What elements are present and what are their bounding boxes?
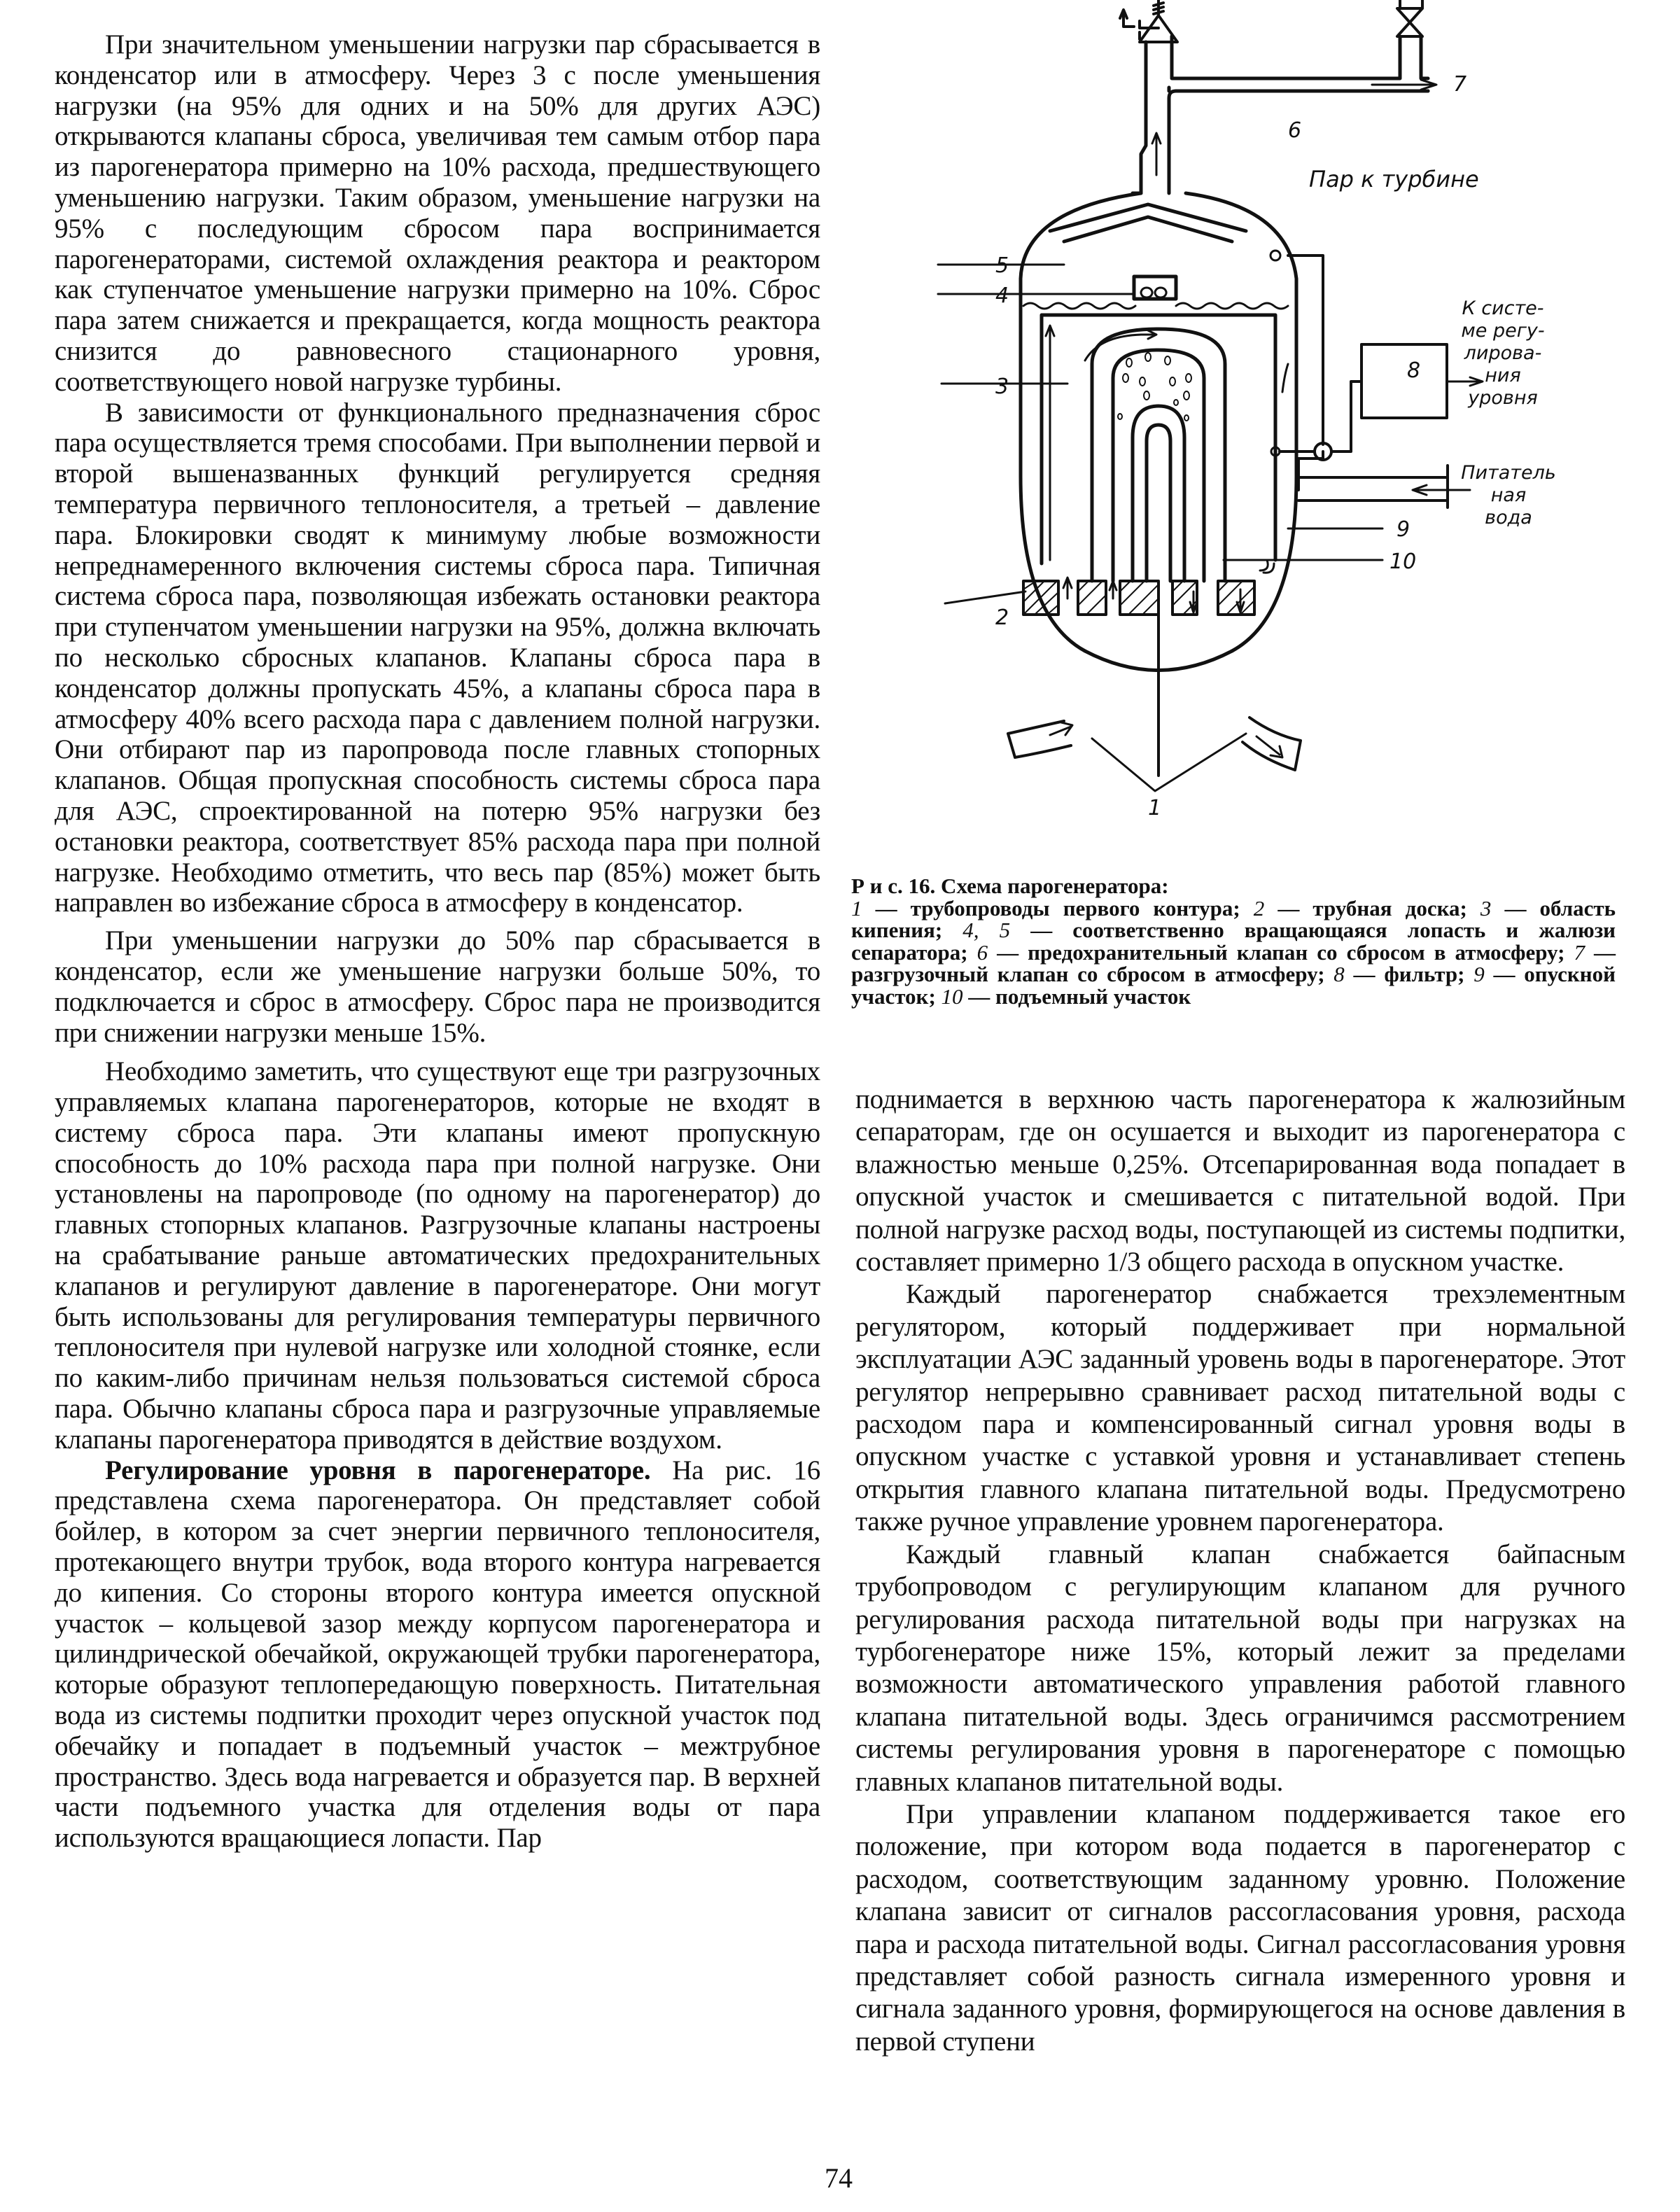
figure-steam-generator-diagram (840, 0, 1680, 861)
to-level-control-line: К систе- (1462, 298, 1544, 319)
tube-bundle-inner (1133, 406, 1184, 581)
relief-valve-7 (1397, 0, 1422, 36)
legend-number: 2 (1253, 895, 1265, 920)
label-9: 9 (1396, 517, 1410, 542)
figure-caption (851, 875, 1616, 1007)
section-heading-level-control: Регулирование уровня в парогенераторе. (105, 1455, 651, 1485)
feedwater-label-line: ная (1490, 484, 1527, 506)
legend-number: 8 (1334, 962, 1345, 986)
primary-pipes-1 (1008, 718, 1301, 770)
steam-to-turbine-label: Пар к турбине (1309, 166, 1479, 192)
section-body-text: На рис. 16 представлена схема парогенератора. Он представляет собой бойлер, в котором за счет энергии первичного теплоносителя, протекающего внутри трубок, вода второго контура нагревается до кипения. Со стороны второго контура имеется опускной участок – кольцевой зазор между корпусом парогенератора и цилиндрической обечайкой, окружающей трубки парогенератора, которые образуют теплопередающую поверхность. Питательная вода из системы подпитки проходит через опускной участок под обечайку и попадает в подъемный участок – межтрубное пространство. Здесь вода нагревается и образуется пар. В верхней части подъемного участка для отделения воды от пара используются вращающиеся лопасти. Пар (55, 1455, 820, 1854)
legend-number: 1 (851, 895, 862, 920)
label-2: 2 (995, 606, 1009, 630)
boiling-region-3 (1118, 353, 1191, 421)
paragraph-three-element-regulator: Каждый парогенератор снабжается трехэлементным регулятором, который поддерживает при нормальной эксплуатации АЭС заданный уровень воды в парогенераторе. Этот регулятор непрерывно сравнивает расход питательной воды с расходом пара и компенсированный сигнал уровня воды в опускном участке с уставкой уровня и устанавливает степень открытия главного клапана питательной воды. Предусмотрено также ручное управление уровнем парогенератора. (855, 1279, 1625, 1537)
steam-flow-arrow (1152, 133, 1161, 175)
filter-box-8 (1362, 344, 1447, 418)
safety-valve-6 (1140, 0, 1177, 42)
tube-bundle-outer (1092, 329, 1225, 581)
legend-text: область кипения (851, 895, 1616, 942)
paragraph-50-percent-reduction: При уменьшении нагрузки до 50% пар сбрасывается в конденсатор, если же уменьшение нагрузки больше 50%, то подключается и сброс в атмосферу. Сброс пара не производится при снижении нагрузки меньше 15%. (55, 925, 820, 1048)
legend-text: фильтр (1384, 962, 1458, 986)
paragraph-steam-dump-load-reduction: При значительном уменьшении нагрузки пар сбрасывается в конденсатор или в атмосферу. Через 3 с после уменьшения нагрузки (на 95% для одних и на 50% для других АЭС) открываются клапаны сброса, увеличивая тем самым отбор пара из парогенератора примерно на 10% расхода, предшествующего уменьшению нагрузки. Таким образом, уменьшение нагрузки на 95% с последующим сбросом пара воспринимается парогенераторами, системой охлаждения реактора и реактором как ступенчатое уменьшение нагрузки примерно на 10%. Сброс пара затем снижается и прекращается, когда мощность реактора снизится до равновесного стационарного уровня, соответствующего новой нагрузке турбины. (55, 29, 820, 397)
legend-number: 7 (1574, 939, 1585, 965)
to-level-control-label (1450, 298, 1555, 410)
caption-legend: 1 — трубопроводы первого контура; 2 — трубная доска; 3 — область кипения; 4, 5 — соответственно вращающаяся лопасть и жалюзи сепаратора; 6 — предохранительный клапан со сбросом в атмосферу; 7 — разгрузочный клапан со сбросом в атмосферу; 8 — фильтр; 9 — опускной участок; 10 — подъемный участок (851, 895, 1616, 1009)
label-4: 4 (995, 284, 1009, 308)
caption-title: Р и с. 16. Схема парогенератора: (851, 874, 1169, 898)
to-level-control-line: уровня (1468, 387, 1538, 409)
label-10: 10 (1390, 550, 1417, 574)
paragraph-level-control-section (55, 1455, 820, 1854)
page-number: 74 (825, 2162, 853, 2194)
feedwater-label-line: вода (1485, 507, 1532, 528)
to-level-control-line: ния (1485, 365, 1521, 386)
paragraph-valve-control: При управлении клапаном поддерживается такое его положение, при котором вода подается в парогенератор с расходом, соответствующим заданному уровню. Положение клапана зависит от сигналов рассогласования уровня, расхода пара и расхода питательной воды. Сигнал рассогласования уровня представляет собой разность сигнала измеренного уровня и сигнала заданного уровня, формирующегося на основе давления в первой ступени (855, 1798, 1625, 2057)
paragraph-bypass-valve: Каждый главный клапан снабжается байпасным трубопроводом с регулирующим клапаном для ручного регулирования расхода питательной воды при нагрузках на турбогенераторе ниже 15%, который лежит за пределами возможности автоматического управления работой главного клапана питательной воды. Здесь ограничимся рассмотрением системы регулирования уровня в парогенераторе с помощью главных клапанов питательной воды. (855, 1539, 1625, 1797)
paragraph-steam-dump-methods: В зависимости от функционального предназначения сброс пара осуществляется тремя способами. При выполнении первой и второй вышеназванных функций регулируется средняя температура первичного теплоносителя, а третьей – давление пара. Блокировки сводят к минимуму любые возможности непреднамеренного включения системы сброса пара. Типичная система сброса пара, позволяющая избежать остановки реактора при ступенчатом уменьшении нагрузки на 95%, должна включать по несколько сбросных клапанов. Клапаны сброса пара в конденсатор должны пропускать 45%, а клапаны сброса пара в атмосферу 40% всего расхода пара с давлением полной нагрузки. Они отбирают пар из паропровода после главных стопорных клапанов. Общая пропускная способность системы сброса пара для АЭС, спроектированной на потерю 95% нагрузки без остановки реактора, соответствует 85% расхода пара при полной нагрузке. Необходимо отметить, что весь пар (85%) может быть направлен во избежание сброса в атмосферу в конденсатор. (55, 397, 820, 918)
water-level (1023, 303, 1288, 309)
legend-text: трубопроводы первого контура (910, 895, 1233, 920)
label-3: 3 (995, 374, 1009, 399)
right-text-column (855, 1084, 1625, 2058)
paragraph-relief-valves: Необходимо заметить, что существуют еще три разгрузочных управляемых клапана парогенераторов, которые не входят в систему сброса пара. Эти клапаны имеют пропускную способность до 10% расхода пара при полной нагрузке. Они установлены на паропроводе (по одному на парогенератор) до главных стопорных клапанов. Разгрузочные клапаны настроены на срабатывание раньше автоматических предохранительных клапанов и регулируют давление в парогенераторе. Они могут быть использованы для регулирования температуры первичного теплоносителя при нулевой нагрузке или холодной стоянке, если по каким-либо причинам нельзя пользоваться системой сброса пара. Обычно клапаны сброса пара и разгрузочные управляемые клапаны парогенератора приводятся в действие воздухом. (55, 1056, 820, 1455)
legend-number: 3 (1480, 895, 1492, 920)
to-level-control-line: ме регу- (1461, 320, 1545, 342)
legend-text: трубная доска (1312, 895, 1460, 920)
left-text-column (55, 29, 820, 1854)
legend-text: разгрузочный клапан со сбросом в атмосферу (851, 962, 1318, 986)
turbine-flow-arrow (1372, 80, 1436, 90)
label-8: 8 (1407, 358, 1421, 383)
feedwater-label-line: Питатель (1461, 462, 1556, 484)
legend-text: соответственно вращающаяся лопасть и жалюзи сепаратора (851, 918, 1616, 965)
legend-text: предохранительный клапан со сбросом в атмосферу (1028, 939, 1558, 965)
legend-number: 10 (941, 983, 963, 1009)
steam-generator-schematic (840, 0, 1680, 861)
level-sensing-line (1288, 255, 1323, 490)
label-6: 6 (1288, 118, 1302, 143)
label-5: 5 (995, 253, 1009, 278)
feedwater-label (1456, 462, 1561, 529)
legend-number: 6 (976, 939, 988, 965)
paragraph-continuation-steam-rises: поднимается в верхнюю часть парогенератора к жалюзийным сепараторам, где он осушается и выходит из парогенератора с влажностью меньше 0,25%. Отсепарированная вода попадает в опускной участок и смешивается с питательной водой. При полной нагрузке расход воды, поступающей из системы подпитки, составляет примерно 1/3 общего расхода в опускном участке. (855, 1084, 1625, 1278)
legend-text: опускной участок (851, 962, 1616, 1009)
label-1: 1 (1148, 796, 1162, 820)
to-level-control-line: лирова- (1464, 342, 1542, 364)
label-7: 7 (1453, 72, 1467, 97)
shroud (1042, 315, 1275, 564)
legend-number: 9 (1474, 962, 1485, 986)
legend-number: 4, 5 (962, 918, 1011, 942)
legend-text: подъемный участок (995, 983, 1191, 1009)
